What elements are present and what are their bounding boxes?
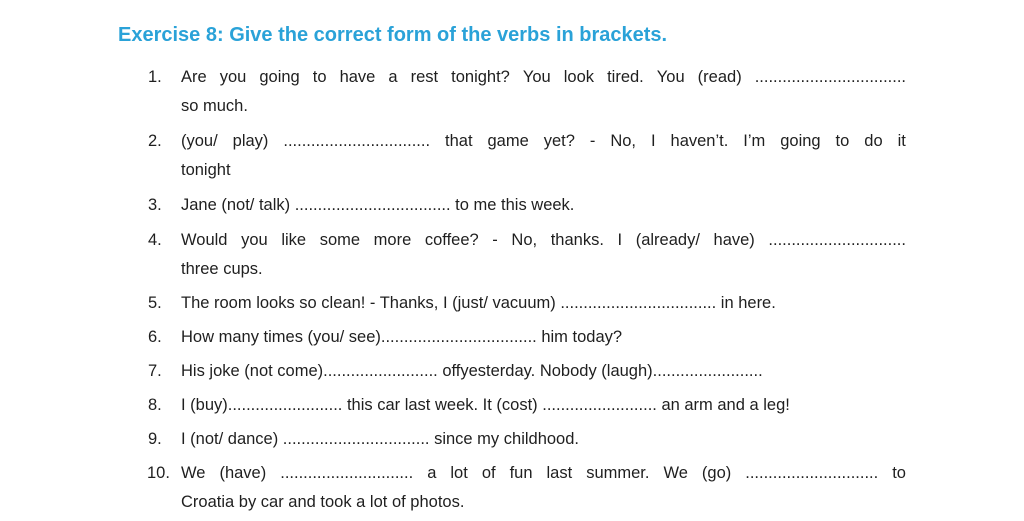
word: going	[259, 68, 300, 86]
exercise-title: Exercise 8: Give the correct form of the verbs in brackets.	[118, 24, 668, 46]
item-line-1	[181, 127, 906, 156]
item-number: 9.	[148, 430, 162, 448]
item-line-1	[181, 63, 906, 92]
item-line-1	[181, 459, 906, 488]
word: to	[892, 464, 906, 482]
word: ................................	[283, 132, 431, 150]
word: (you/	[181, 132, 218, 150]
word: more	[373, 231, 412, 249]
word: have)	[713, 231, 755, 249]
list-item	[148, 127, 908, 185]
word: summer.	[586, 464, 650, 482]
word: going	[780, 132, 821, 150]
word: have	[339, 68, 376, 86]
list-item	[148, 425, 908, 454]
item-text: How many times (you/ see).................................. him today?	[181, 328, 623, 346]
word: play)	[232, 132, 269, 150]
item-number: 2.	[148, 132, 162, 150]
word: you	[219, 68, 247, 86]
item-number: 10.	[147, 464, 170, 482]
item-line-1	[181, 226, 906, 255]
item-number: 6.	[148, 328, 162, 346]
list-item	[148, 289, 908, 318]
list-item	[148, 323, 908, 352]
item-text: Jane (not/ talk) .................................. to me this week.	[181, 196, 575, 214]
word: last	[546, 464, 573, 482]
word: lot	[450, 464, 468, 482]
word: You	[522, 68, 551, 86]
item-number: 1.	[148, 68, 162, 86]
word: to	[835, 132, 850, 150]
word: (already/	[635, 231, 700, 249]
list-item	[148, 63, 908, 121]
word: a	[388, 68, 398, 86]
item-text: The room looks so clean! - Thanks, I (just/ vacuum) .................................. in here.	[181, 294, 776, 312]
word: a	[427, 464, 437, 482]
word: .................................	[754, 68, 906, 86]
word: ..............................	[768, 231, 906, 249]
word: that	[445, 132, 473, 150]
word: yet?	[543, 132, 575, 150]
word: look	[563, 68, 595, 86]
item-number: 5.	[148, 294, 162, 312]
word: You	[656, 68, 685, 86]
word: it	[897, 132, 906, 150]
word: I	[650, 132, 656, 150]
word: Are	[181, 68, 207, 86]
list-item	[148, 391, 908, 420]
word: like	[281, 231, 307, 249]
item-line-2: so much.	[181, 97, 248, 115]
word: to	[312, 68, 327, 86]
item-line-2: three cups.	[181, 260, 263, 278]
word: tired.	[607, 68, 644, 86]
word: coffee?	[424, 231, 479, 249]
word: I	[617, 231, 623, 249]
word: of	[481, 464, 496, 482]
word: .............................	[280, 464, 414, 482]
word: rest	[410, 68, 439, 86]
list-item	[148, 459, 908, 517]
word: (read)	[697, 68, 742, 86]
item-number: 7.	[148, 362, 162, 380]
word: No,	[610, 132, 637, 150]
word: -	[492, 231, 498, 249]
word: do	[864, 132, 883, 150]
word: -	[589, 132, 596, 150]
item-number: 8.	[148, 396, 162, 414]
word: (have)	[219, 464, 267, 482]
item-text: His joke (not come)......................... offyesterday. Nobody (laugh)........................	[181, 362, 763, 380]
item-text: I (buy)......................... this car last week. It (cost) ......................... an arm and a leg!	[181, 396, 790, 414]
item-number: 3.	[148, 196, 162, 214]
list-item	[148, 191, 908, 220]
exercise-list	[148, 63, 908, 517]
word: haven’t.	[670, 132, 729, 150]
list-item	[148, 226, 908, 284]
word: tonight?	[451, 68, 510, 86]
word: you	[241, 231, 268, 249]
item-number: 4.	[148, 231, 162, 249]
word: I’m	[743, 132, 766, 150]
word: some	[319, 231, 361, 249]
word: game	[487, 132, 529, 150]
word: fun	[509, 464, 533, 482]
word: No,	[511, 231, 538, 249]
item-line-2: Croatia by car and took a lot of photos.	[181, 493, 465, 511]
item-line-2: tonight	[181, 161, 231, 179]
list-item	[148, 357, 908, 386]
word: We	[663, 464, 688, 482]
word: thanks.	[550, 231, 604, 249]
word: .............................	[745, 464, 879, 482]
item-text: I (not/ dance) ................................ since my childhood.	[181, 430, 579, 448]
word: We	[181, 464, 206, 482]
word: Would	[181, 231, 228, 249]
word: (go)	[701, 464, 732, 482]
